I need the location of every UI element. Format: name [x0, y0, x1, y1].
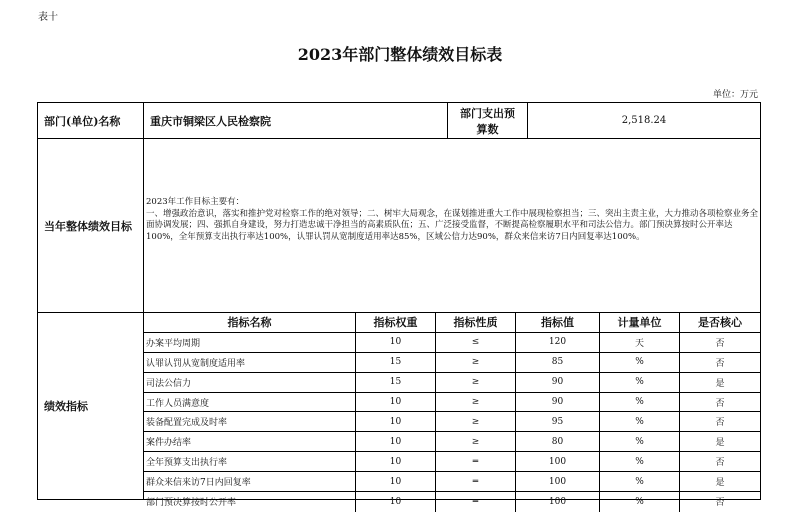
- indicator-nature-cell: ≥: [436, 373, 516, 392]
- indicator-weight-cell: 10: [356, 472, 436, 491]
- indicator-nature-cell: ≥: [436, 432, 516, 451]
- indicator-value-cell: 80: [516, 432, 600, 451]
- header-core: 是否核心: [698, 316, 742, 330]
- table-row: [144, 432, 760, 452]
- table-row: [144, 353, 760, 373]
- indicator-unit-cell: %: [600, 393, 680, 412]
- indicator-grid: [144, 313, 760, 512]
- dept-name-label: 部门(单位)名称: [38, 103, 144, 139]
- performance-table: [37, 102, 761, 509]
- table-row: [144, 393, 760, 413]
- unit-label: 单位：万元: [712, 90, 758, 100]
- indicator-core-cell: 是: [715, 478, 725, 489]
- indicator-nature-cell: ═: [436, 452, 516, 471]
- indicator-unit-cell: %: [600, 472, 680, 491]
- indicator-name-cell: 工作人员满意度: [144, 393, 356, 412]
- indicator-name-cell: 装备配置完成及时率: [144, 412, 356, 431]
- indicator-nature-cell: ≥: [436, 353, 516, 372]
- page-title: 2023年部门整体绩效目标表: [297, 45, 503, 64]
- indicator-nature-cell: ≤: [436, 333, 516, 352]
- table-row: [144, 492, 760, 512]
- indicator-name-cell: 部门预决算按时公开率: [144, 492, 356, 512]
- indicator-value-cell: 90: [516, 373, 600, 392]
- indicator-unit-cell: %: [600, 353, 680, 372]
- indicator-value-cell: 95: [516, 412, 600, 431]
- expense-label: 部门支出预算数: [448, 103, 528, 139]
- indicator-core-cell: 是: [715, 378, 725, 389]
- indicator-nature-cell: ≥: [436, 393, 516, 412]
- table-row: [144, 373, 760, 393]
- indicator-unit-cell: %: [600, 452, 680, 471]
- indicator-value-cell: 120: [516, 333, 600, 352]
- expense-value: 2,518.24: [528, 103, 760, 139]
- indicator-weight-cell: 10: [356, 432, 436, 451]
- indicator-name-cell: 全年预算支出执行率: [144, 452, 356, 471]
- indicator-unit-cell: %: [600, 492, 680, 512]
- indicator-core-cell: 是: [715, 438, 725, 449]
- indicator-nature-cell: ≥: [436, 412, 516, 431]
- indicator-weight-cell: 10: [356, 412, 436, 431]
- dept-name-value: 重庆市铜梁区人民检察院: [144, 103, 448, 139]
- table-row: [144, 333, 760, 353]
- indicator-name-cell: 认罪认罚从宽制度适用率: [144, 353, 356, 372]
- indicator-core-cell: 否: [715, 418, 725, 429]
- indicator-unit-cell: %: [600, 432, 680, 451]
- indicator-name-cell: 司法公信力: [144, 373, 356, 392]
- indicator-unit-cell: %: [600, 412, 680, 431]
- indicator-core-cell: 否: [715, 338, 725, 349]
- goal-text: 2023年工作目标主要有： 一、增强政治意识，落实和推护党对检察工作的绝对领导；二、树牢大局观念，在谋划推进重大工作中展现检察担当；三、突出主责主业，大力推动各项检察业务全面协调发展；四、强抓自身建设，努力打造忠诚干净担当的高素质队伍；五、广泛接受监督，不断提高检察履职水平和司法公信力。部门预决算按时公开率达100%，全年预算支出执行率达100%，认罪认罚从宽制度适用率达85%，区域公信力达90%，群众来信来访7日内回复率达100%。: [146, 197, 759, 242]
- indicator-value-cell: 100: [516, 472, 600, 491]
- indicator-name-cell: 案件办结率: [144, 432, 356, 451]
- indicator-core-cell: 否: [715, 498, 725, 509]
- indicator-unit-cell: %: [600, 373, 680, 392]
- header-unit: 计量单位: [600, 313, 680, 332]
- table-row: [144, 452, 760, 472]
- indicator-core-cell: 否: [715, 398, 725, 409]
- indicator-value-cell: 90: [516, 393, 600, 412]
- table-row: [144, 412, 760, 432]
- indicator-value-cell: 100: [516, 452, 600, 471]
- indicator-unit-cell: 天: [600, 333, 680, 352]
- indicator-weight-cell: 10: [356, 333, 436, 352]
- indicator-name-cell: 群众来信来访7日内回复率: [144, 472, 356, 491]
- indicator-value-cell: 85: [516, 353, 600, 372]
- indicator-weight-cell: 15: [356, 373, 436, 392]
- header-name: 指标名称: [144, 313, 356, 332]
- indicator-nature-cell: ═: [436, 472, 516, 491]
- indicator-weight-cell: 10: [356, 393, 436, 412]
- goal-label: 当年整体绩效目标: [38, 139, 144, 313]
- perf-indicators-label: 绩效指标: [38, 313, 144, 499]
- indicator-header-row: [144, 313, 760, 333]
- indicator-weight-cell: 10: [356, 452, 436, 471]
- header-nature: 指标性质: [436, 313, 516, 332]
- table-number-label: 表十: [38, 12, 58, 23]
- indicator-weight-cell: 10: [356, 492, 436, 512]
- indicator-nature-cell: ═: [436, 492, 516, 512]
- table-row: [144, 472, 760, 492]
- indicator-value-cell: 100: [516, 492, 600, 512]
- indicator-name-cell: 办案平均周期: [144, 333, 356, 352]
- indicator-core-cell: 否: [715, 358, 725, 369]
- header-value: 指标值: [516, 313, 600, 332]
- indicator-weight-cell: 15: [356, 353, 436, 372]
- header-weight: 指标权重: [356, 313, 436, 332]
- indicator-core-cell: 否: [715, 458, 725, 469]
